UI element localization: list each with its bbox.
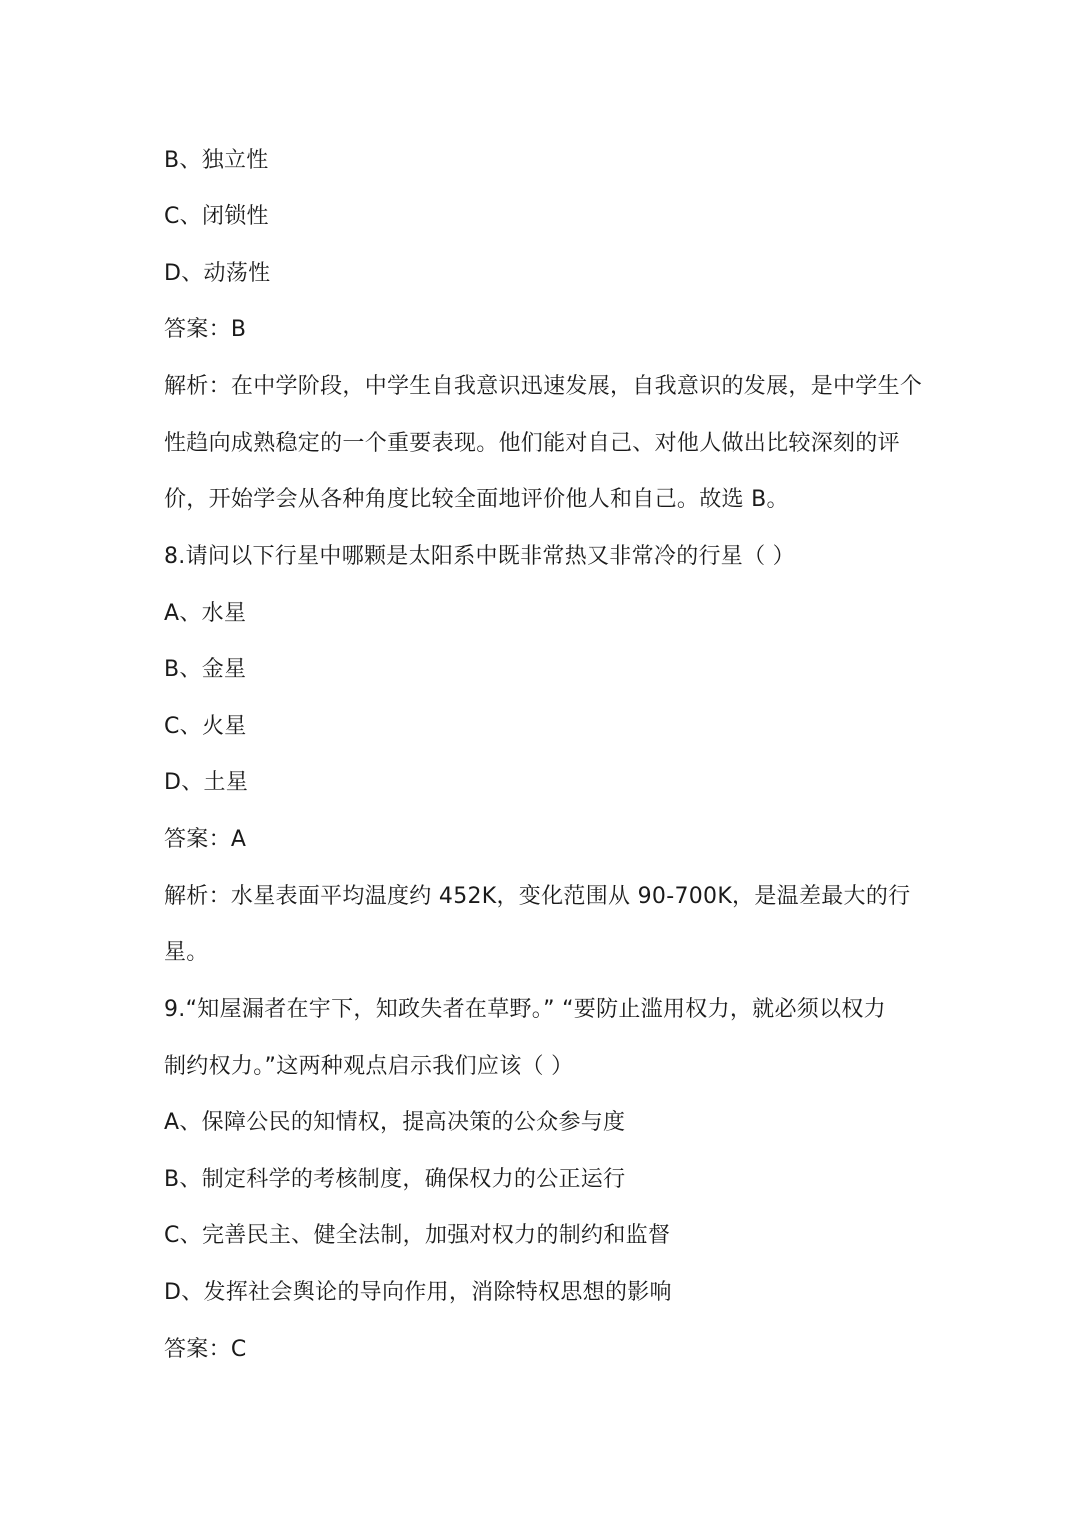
option-c-q9: C、完善民主、健全法制，加强对权力的制约和监督	[164, 1223, 671, 1248]
question-8: 8.请问以下行星中哪颗是太阳系中既非常热又非常冷的行星（ ）	[164, 544, 795, 569]
answer-q7: 答案：B	[164, 317, 247, 342]
option-b-q9: B、制定科学的考核制度，确保权力的公正运行	[164, 1167, 626, 1192]
answer-q8: 答案：A	[164, 827, 247, 852]
question-9-line-2: 制约权力。”这两种观点启示我们应该（ ）	[164, 1054, 574, 1079]
option-b-q7: B、独立性	[164, 148, 269, 173]
option-c-q7: C、闭锁性	[164, 204, 269, 229]
option-c-q8: C、火星	[164, 714, 247, 739]
analysis-q8-line-1: 解析：水星表面平均温度约 452K，变化范围从 90-700K，是温差最大的行	[164, 884, 911, 909]
option-d-q9: D、发挥社会舆论的导向作用，消除特权思想的影响	[164, 1280, 672, 1305]
analysis-q8-line-2: 星。	[164, 940, 209, 965]
analysis-q7-line-3: 价，开始学会从各种角度比较全面地评价他人和自己。故选 B。	[164, 487, 789, 512]
option-d-q7: D、动荡性	[164, 261, 271, 286]
analysis-q7-line-2: 性趋向成熟稳定的一个重要表现。他们能对自己、对他人做出比较深刻的评	[164, 431, 900, 456]
analysis-q7-line-1: 解析：在中学阶段，中学生自我意识迅速发展，自我意识的发展，是中学生个	[164, 374, 923, 399]
question-9-line-1: 9.“知屋漏者在宇下，知政失者在草野。” “要防止滥用权力，就必须以权力	[164, 997, 886, 1022]
answer-q9: 答案：C	[164, 1337, 247, 1362]
option-d-q8: D、土星	[164, 770, 249, 795]
option-a-q9: A、保障公民的知情权，提高决策的公众参与度	[164, 1110, 626, 1135]
option-a-q8: A、水星	[164, 601, 247, 626]
option-b-q8: B、金星	[164, 657, 247, 682]
